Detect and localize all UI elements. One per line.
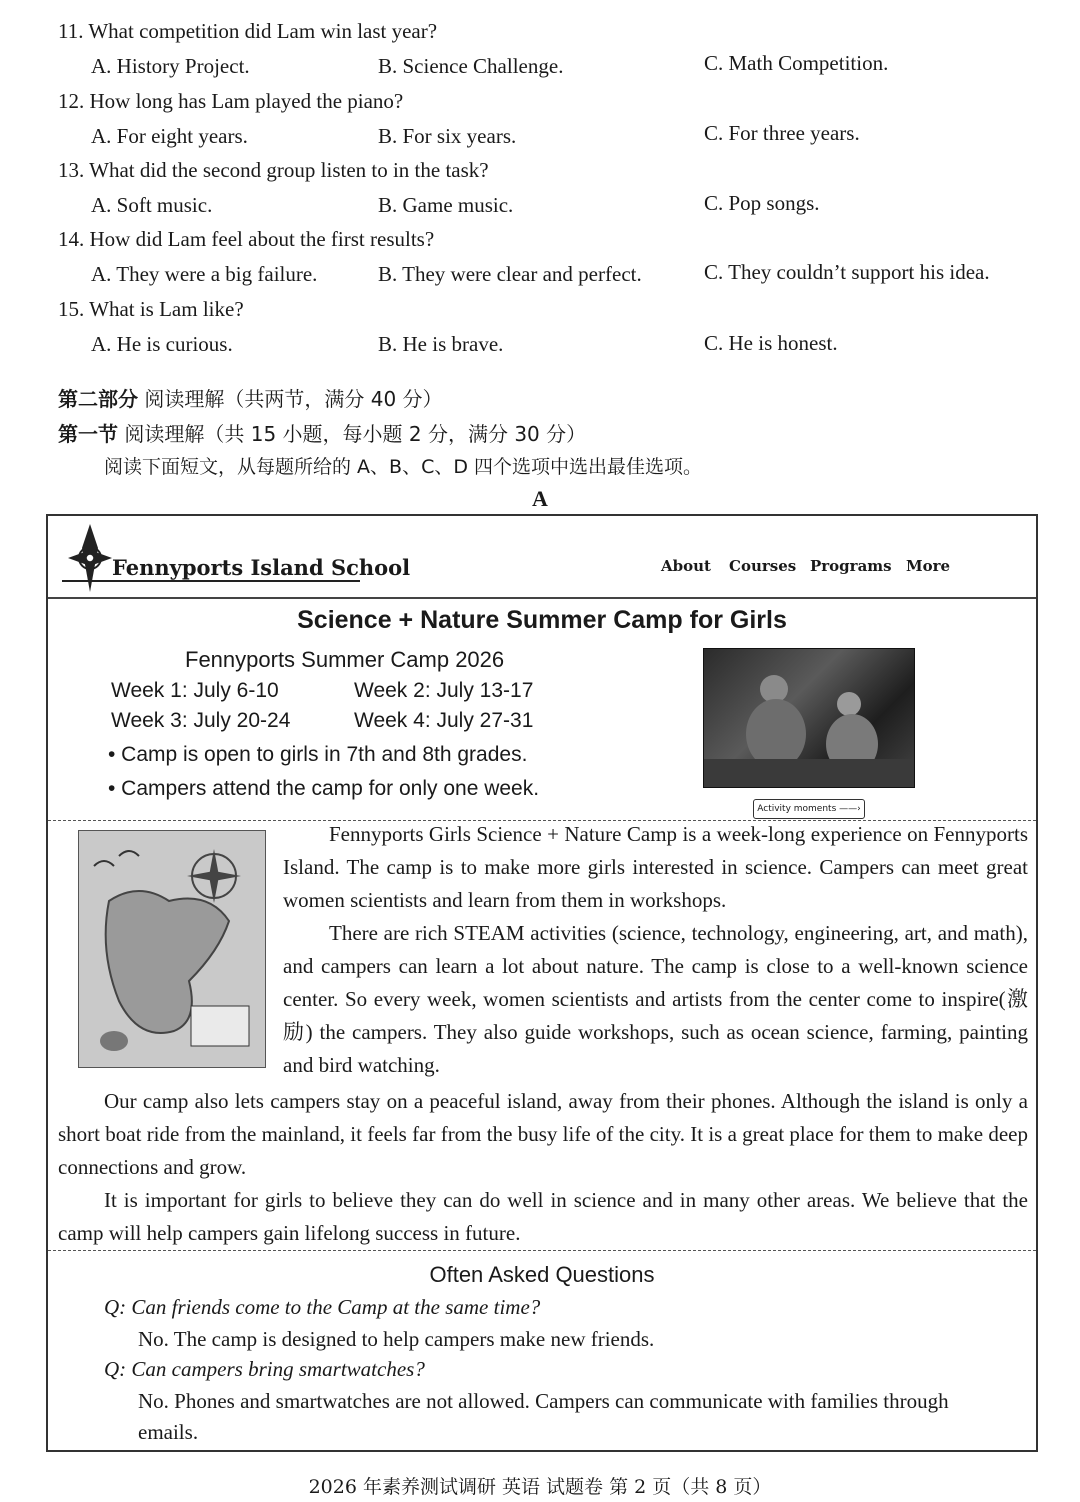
nav-programs[interactable]: Programs (810, 557, 892, 575)
nav-more[interactable]: More (906, 557, 951, 575)
option-b: B. Science Challenge. (378, 54, 564, 78)
option-a: A. Soft music. (91, 193, 213, 217)
camp-title: Science + Nature Summer Camp for Girls (297, 606, 787, 634)
week-2: Week 2: July 13-17 (354, 679, 534, 702)
option-b: B. They were clear and perfect. (378, 262, 642, 286)
part-label: 第二部分 (58, 387, 138, 411)
option-a: A. He is curious. (91, 332, 233, 356)
paragraph-4: It is important for girls to believe they can do well in science and in many other areas. We believe that the camp will help campers gain lifelong success in future. (58, 1188, 1028, 1245)
compass-logo-icon (60, 518, 120, 596)
nav-courses[interactable]: Courses (729, 557, 797, 575)
camp-subtitle: Fennyports Summer Camp 2026 (185, 647, 505, 672)
part-heading (58, 383, 443, 412)
option-c: C. Pop songs. (704, 191, 820, 215)
faq-answer-2: No. Phones and smartwatches are not allowed. Campers can communicate with families through emails. (138, 1389, 949, 1444)
page-footer: 2026 年素养测试调研 英语 试题卷 第 2 页（共 8 页） (308, 1476, 772, 1498)
faq-question-1: Q: Can friends come to the Camp at the same time? (104, 1295, 541, 1319)
paragraph-1: Fennyports Girls Science + Nature Camp is a week-long experience on Fennyports Island. The camp is to make more girls interested in science. Campers can meet great women scientists and learn from them in workshops. (283, 822, 1028, 912)
paragraph-2: There are rich STEAM activities (science, technology, engineering, art, and math), and campers can learn a lot about nature. The camp is close to a well-known science center. So every week, women scientists and artists from the center come to inspire(激励) the campers. They also guide workshops, such as ocean science, farming, painting and bird watching. (283, 921, 1028, 1077)
option-b: B. He is brave. (378, 332, 504, 356)
week-3: Week 3: July 20-24 (111, 709, 291, 732)
activity-photo (703, 648, 915, 788)
section-desc: 阅读理解（共 15 小题，每小题 2 分，满分 30 分） (118, 422, 587, 446)
photo-caption: Activity moments ——› (753, 799, 865, 819)
faq-question-2: Q: Can campers bring smartwatches? (104, 1357, 425, 1381)
option-c: C. For three years. (704, 121, 860, 145)
option-b: B. Game music. (378, 193, 514, 217)
week-1: Week 1: July 6-10 (111, 679, 279, 702)
question-text: 14. How did Lam feel about the first results? (58, 227, 435, 251)
instruction: 阅读下面短文，从每题所给的 A、B、C、D 四个选项中选出最佳选项。 (104, 456, 703, 478)
option-c: C. He is honest. (704, 331, 838, 355)
option-a: A. For eight years. (91, 124, 248, 148)
question-text: 12. How long has Lam played the piano? (58, 89, 404, 113)
bullet-one-week: • Campers attend the camp for only one week. (108, 777, 540, 800)
photo-scene-icon (704, 649, 914, 787)
option-a: A. They were a big failure. (91, 262, 318, 286)
faq-title: Often Asked Questions (429, 1262, 655, 1287)
header-divider (48, 597, 1036, 599)
option-c: C. Math Competition. (704, 51, 889, 75)
nav-about[interactable]: About (661, 557, 711, 575)
faq-divider (48, 1250, 1036, 1251)
faq-answer-1: No. The camp is designed to help campers make new friends. (138, 1327, 655, 1351)
section-label: 第一节 (58, 422, 118, 446)
school-name: Fennyports Island School (112, 555, 411, 580)
section-heading (58, 418, 586, 447)
option-b: B. For six years. (378, 124, 517, 148)
island-map-image (78, 830, 266, 1068)
school-underline (62, 580, 360, 582)
bullet-grades: • Camp is open to girls in 7th and 8th grades. (108, 743, 528, 766)
question-text: 15. What is Lam like? (58, 297, 244, 321)
part-desc: 阅读理解（共两节，满分 40 分） (138, 387, 443, 411)
option-a: A. History Project. (91, 54, 250, 78)
paragraph-3: Our camp also lets campers stay on a peaceful island, away from their phones. Although the island is only a short boat ride from the mainland, it feels far from the busy life of the city. It is a great place for them to make deep connections and grow. (58, 1089, 1028, 1179)
island-map-icon (79, 831, 265, 1067)
week-4: Week 4: July 27-31 (354, 709, 534, 732)
question-text: 13. What did the second group listen to in the task? (58, 158, 489, 182)
passage-letter: A (532, 486, 548, 511)
question-text: 11. What competition did Lam win last year? (58, 19, 438, 43)
option-c: C. They couldn’t support his idea. (704, 260, 990, 284)
